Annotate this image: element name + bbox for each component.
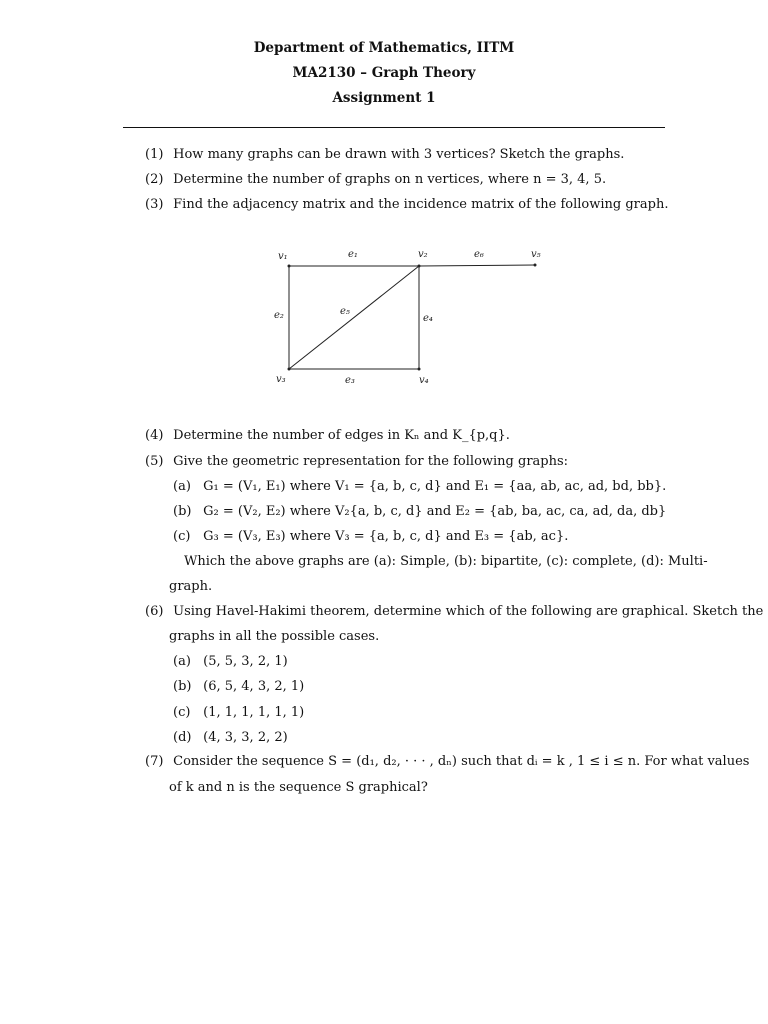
edge-label-e1: e₁ <box>348 249 358 260</box>
question-text: Consider the sequence S = (d₁, d₂, · · · , dₙ) such that dᵢ = k , 1 ≤ i ≤ n. For what values <box>173 754 750 769</box>
question-3 <box>145 197 668 212</box>
item-label: (b) <box>173 679 192 694</box>
question-7 <box>145 754 749 769</box>
edge-e6 <box>419 265 535 266</box>
item-text: G₂ = (V₂, E₂) where V₂{a, b, c, d} and E₂ = {ab, ba, ac, ca, ad, da, db} <box>203 504 667 519</box>
question-5 <box>145 454 568 469</box>
q6-item-b <box>173 679 304 694</box>
question-1 <box>145 147 624 162</box>
item-text: (4, 3, 3, 2, 2) <box>203 730 288 745</box>
vertex-v4 <box>418 368 421 371</box>
question-number: (2) <box>145 172 164 187</box>
edge-label-e4: e₄ <box>423 313 433 324</box>
q5-followup-line1: Which the above graphs are (a): Simple, (b): bipartite, (c): complete, (d): Multi- <box>184 554 708 569</box>
q5-item-a <box>173 479 666 494</box>
question-6 <box>145 604 763 619</box>
item-text: G₃ = (V₃, E₃) where V₃ = {a, b, c, d} and E₃ = {ab, ac}. <box>203 529 569 544</box>
edge-e5 <box>289 266 419 369</box>
question-number: (7) <box>145 754 164 769</box>
header-rule <box>123 127 665 128</box>
q6-item-a <box>173 654 288 669</box>
item-label: (a) <box>173 479 191 494</box>
question-text: Determine the number of edges in Kₙ and K_{p,q}. <box>173 428 510 443</box>
question-6-line2: graphs in all the possible cases. <box>169 629 380 644</box>
q5-item-c <box>173 529 568 544</box>
question-number: (4) <box>145 428 164 443</box>
course-title: MA2130 – Graph Theory <box>292 65 476 81</box>
vertex-v1 <box>288 265 291 268</box>
item-label: (c) <box>173 705 191 720</box>
question-7-line2: of k and n is the sequence S graphical? <box>169 780 428 795</box>
item-text: (6, 5, 4, 3, 2, 1) <box>203 679 305 694</box>
edge-label-e3: e₃ <box>345 375 355 386</box>
q6-item-d <box>173 730 288 745</box>
item-label: (b) <box>173 504 192 519</box>
question-text: Using Havel-Hakimi theorem, determine which of the following are graphical. Sketch the <box>173 604 764 619</box>
vertex-label-v4: v₄ <box>419 375 429 386</box>
question-number: (5) <box>145 454 164 469</box>
vertex-v3 <box>288 368 291 371</box>
edge-label-e2: e₂ <box>274 310 284 321</box>
item-text: (1, 1, 1, 1, 1, 1) <box>203 705 305 720</box>
vertex-v5 <box>534 264 537 267</box>
q5-followup-line2: graph. <box>169 579 213 594</box>
question-number: (1) <box>145 147 164 162</box>
question-2 <box>145 172 606 187</box>
item-label: (c) <box>173 529 191 544</box>
question-text: Give the geometric representation for the following graphs: <box>173 454 569 469</box>
item-label: (a) <box>173 654 191 669</box>
question-text: Determine the number of graphs on n vertices, where n = 3, 4, 5. <box>173 172 607 187</box>
item-text: (5, 5, 3, 2, 1) <box>203 654 288 669</box>
vertex-label-v1: v₁ <box>278 251 288 262</box>
vertex-v2 <box>418 265 421 268</box>
item-text: G₁ = (V₁, E₁) where V₁ = {a, b, c, d} and E₁ = {aa, ab, ac, ad, bd, bb}. <box>203 479 667 494</box>
department-title: Department of Mathematics, IITM <box>253 40 515 56</box>
item-label: (d) <box>173 730 192 745</box>
question-text: Find the adjacency matrix and the incidence matrix of the following graph. <box>173 197 669 212</box>
question-4 <box>145 428 510 443</box>
q5-item-b <box>173 504 666 519</box>
edge-label-e5: e₅ <box>340 306 350 317</box>
vertex-label-v5: v₅ <box>531 249 541 260</box>
assignment-title: Assignment 1 <box>332 90 436 106</box>
question-number: (3) <box>145 197 164 212</box>
edge-label-e6: e₆ <box>474 249 484 260</box>
question-text: How many graphs can be drawn with 3 vertices? Sketch the graphs. <box>173 147 625 162</box>
vertex-label-v3: v₃ <box>276 374 286 385</box>
vertex-label-v2: v₂ <box>418 249 428 260</box>
question-number: (6) <box>145 604 164 619</box>
graph-figure <box>0 240 768 400</box>
q6-item-c <box>173 705 304 720</box>
